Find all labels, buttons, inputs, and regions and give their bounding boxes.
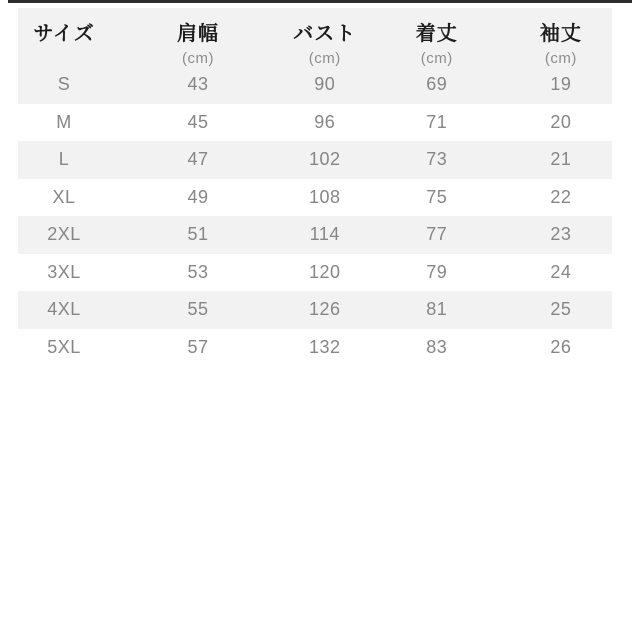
cell-sleeve: 26 [550, 336, 572, 357]
header-cell-length [364, 8, 510, 67]
cell-sleeve: 20 [550, 111, 572, 132]
cell-sleeve: 21 [550, 149, 572, 170]
table-row [18, 66, 612, 104]
table-row [18, 329, 612, 367]
cell-size: 4XL [47, 299, 81, 320]
cell-sleeve: 24 [550, 261, 572, 282]
cell-size: M [56, 111, 72, 132]
table-row [18, 141, 612, 179]
cell-size: 2XL [47, 224, 81, 245]
cell-bust: 126 [309, 299, 341, 320]
cell-length: 77 [426, 224, 448, 245]
size-chart-table [18, 8, 612, 366]
header-label-shoulder: 肩幅 [176, 23, 219, 45]
cell-bust: 108 [309, 186, 341, 207]
header-sublabel-bust: (cm) [308, 50, 341, 67]
cell-size: 3XL [47, 261, 81, 282]
cell-bust: 96 [314, 111, 336, 132]
cell-size: XL [52, 186, 76, 207]
cell-size: S [57, 74, 71, 95]
cell-bust: 90 [314, 74, 336, 95]
header-label-length: 着丈 [415, 23, 458, 45]
cell-length: 73 [426, 149, 448, 170]
table-header-row [18, 8, 612, 66]
cell-length: 75 [426, 186, 448, 207]
header-sublabel-sleeve: (cm) [544, 50, 577, 67]
cell-shoulder: 57 [187, 336, 209, 357]
cell-shoulder: 51 [187, 224, 209, 245]
cell-shoulder: 49 [187, 186, 209, 207]
header-label-sleeve: 袖丈 [539, 23, 582, 45]
cell-sleeve: 25 [550, 299, 572, 320]
table-row [18, 254, 612, 292]
cell-bust: 132 [309, 336, 341, 357]
cell-size: 5XL [47, 336, 81, 357]
table-body [18, 66, 612, 366]
cell-length: 83 [426, 336, 448, 357]
cell-shoulder: 43 [187, 74, 209, 95]
cell-shoulder: 47 [187, 149, 209, 170]
top-border-line [8, 0, 632, 3]
table-row [18, 104, 612, 142]
cell-length: 81 [426, 299, 448, 320]
header-cell-bust [286, 8, 364, 67]
table-row [18, 216, 612, 254]
cell-length: 71 [426, 111, 448, 132]
header-label-bust: バスト [293, 23, 357, 45]
cell-bust: 114 [309, 224, 340, 245]
table-row [18, 291, 612, 329]
header-cell-shoulder [110, 8, 286, 67]
header-sublabel-length: (cm) [420, 50, 453, 67]
table-row [18, 179, 612, 217]
header-sublabel-shoulder: (cm) [181, 50, 214, 67]
cell-length: 69 [426, 74, 448, 95]
cell-shoulder: 45 [187, 111, 209, 132]
cell-sleeve: 19 [550, 74, 572, 95]
cell-bust: 102 [309, 149, 341, 170]
cell-shoulder: 53 [187, 261, 209, 282]
cell-length: 79 [426, 261, 448, 282]
cell-sleeve: 22 [550, 186, 572, 207]
cell-shoulder: 55 [187, 299, 209, 320]
header-cell-size [18, 8, 110, 67]
cell-bust: 120 [309, 261, 341, 282]
header-cell-sleeve [510, 8, 612, 67]
cell-size: L [58, 149, 70, 170]
cell-sleeve: 23 [550, 224, 572, 245]
header-label-size: サイズ [33, 23, 95, 45]
